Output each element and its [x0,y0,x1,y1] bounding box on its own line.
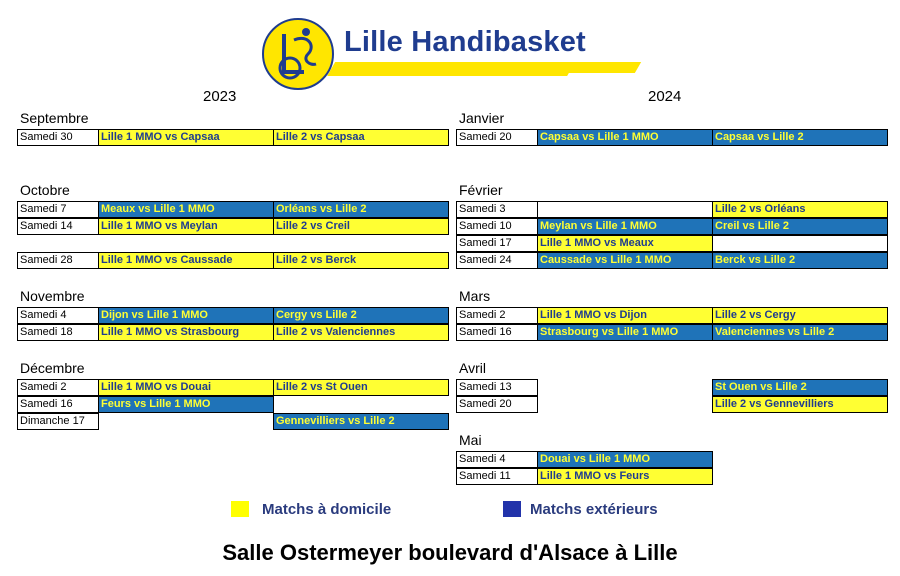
match-lille2-away: Gennevilliers vs Lille 2 [273,413,449,430]
table-row [17,396,448,413]
match-lille2-away: Orléans vs Lille 2 [273,201,449,218]
month-mai: Mai [459,432,482,448]
match-lille1-away: Dijon vs Lille 1 MMO [98,307,274,324]
table-row [456,235,887,252]
match-lille2-away: Valenciennes vs Lille 2 [712,324,888,341]
month-octobre: Octobre [20,182,70,198]
empty-cell [712,235,888,252]
match-lille1-away: Caussade vs Lille 1 MMO [537,252,713,269]
month-avril: Avril [459,360,486,376]
match-lille1-away: Feurs vs Lille 1 MMO [98,396,274,413]
match-date: Samedi 16 [456,324,538,341]
table-row [17,379,448,396]
table-row [17,201,448,218]
month-septembre: Septembre [20,110,89,126]
empty-cell [273,396,449,413]
year-2023: 2023 [203,88,237,105]
table-row [456,307,887,324]
logo-swoosh-underline [327,73,569,76]
legend-away-swatch [503,501,521,517]
empty-cell [98,413,274,430]
match-date: Samedi 17 [456,235,538,252]
empty-cell [537,201,713,218]
table-row [17,307,448,324]
month-mars: Mars [459,288,491,304]
match-lille2-away: Berck vs Lille 2 [712,252,888,269]
match-lille2-away: St Ouen vs Lille 2 [712,379,888,396]
table-row [17,218,448,235]
match-lille1-home: Lille 1 MMO vs Meaux [537,235,713,252]
match-lille2-home: Lille 2 vs Gennevilliers [712,396,888,413]
table-row [17,129,448,146]
match-lille2-away: Creil vs Lille 2 [712,218,888,235]
table-row [456,379,887,396]
match-lille1-home: Lille 1 MMO vs Feurs [537,468,713,485]
match-date: Dimanche 17 [17,413,99,430]
month-janvier: Janvier [459,110,505,126]
match-date: Samedi 2 [456,307,538,324]
match-date: Samedi 14 [17,218,99,235]
match-lille2-home: Lille 2 vs Valenciennes [273,324,449,341]
match-lille1-home: Lille 1 MMO vs Capsaa [98,129,274,146]
venue-footer: Salle Ostermeyer boulevard d'Alsace à Lille [222,540,678,565]
match-lille1-away: Meaux vs Lille 1 MMO [98,201,274,218]
year-2024: 2024 [648,88,682,105]
match-date: Samedi 13 [456,379,538,396]
match-date: Samedi 20 [456,396,538,413]
match-date: Samedi 4 [456,451,538,468]
empty-cell [537,379,713,396]
table-row [456,201,887,218]
match-lille2-home: Lille 2 vs St Ouen [273,379,449,396]
table-row [17,252,448,269]
table-row [456,451,712,468]
match-date: Samedi 10 [456,218,538,235]
legend-away-label: Matchs extérieurs [530,501,658,518]
match-date: Samedi 30 [17,129,99,146]
match-lille2-away: Capsaa vs Lille 2 [712,129,888,146]
match-date: Samedi 28 [17,252,99,269]
match-lille2-home: Lille 2 vs Orléans [712,201,888,218]
table-row [456,129,887,146]
match-date: Samedi 4 [17,307,99,324]
match-date: Samedi 3 [456,201,538,218]
month-fevrier: Février [459,182,503,198]
legend-home-label: Matchs à domicile [262,501,392,518]
month-decembre: Décembre [20,360,85,376]
match-date: Samedi 2 [17,379,99,396]
match-date: Samedi 7 [17,201,99,218]
match-lille1-away: Capsaa vs Lille 1 MMO [537,129,713,146]
match-date: Samedi 20 [456,129,538,146]
logo-title: Lille Handibasket [344,26,586,58]
club-logo [262,18,642,94]
match-lille1-home: Lille 1 MMO vs Strasbourg [98,324,274,341]
table-row [456,468,712,485]
match-date: Samedi 18 [17,324,99,341]
match-lille1-home: Lille 1 MMO vs Meylan [98,218,274,235]
legend-home-swatch [231,501,249,517]
month-novembre: Novembre [20,288,85,304]
match-lille1-away: Strasbourg vs Lille 1 MMO [537,324,713,341]
match-date: Samedi 11 [456,468,538,485]
table-row [456,218,887,235]
table-row [456,324,887,341]
match-lille2-home: Lille 2 vs Creil [273,218,449,235]
table-row [456,396,887,413]
match-lille2-home: Lille 2 vs Cergy [712,307,888,324]
match-lille1-home: Lille 1 MMO vs Dijon [537,307,713,324]
table-row [17,324,448,341]
match-lille2-home: Lille 2 vs Berck [273,252,449,269]
match-lille2-away: Cergy vs Lille 2 [273,307,449,324]
empty-cell [537,396,713,413]
match-lille1-away: Douai vs Lille 1 MMO [537,451,713,468]
match-lille2-home: Lille 2 vs Capsaa [273,129,449,146]
match-date: Samedi 16 [17,396,99,413]
match-lille1-home: Lille 1 MMO vs Douai [98,379,274,396]
table-row [456,252,887,269]
basketball-player-emblem-icon [262,18,334,90]
table-row [17,413,448,430]
logo-swoosh [329,62,641,73]
match-date: Samedi 24 [456,252,538,269]
match-lille1-away: Meylan vs Lille 1 MMO [537,218,713,235]
match-lille1-home: Lille 1 MMO vs Caussade [98,252,274,269]
